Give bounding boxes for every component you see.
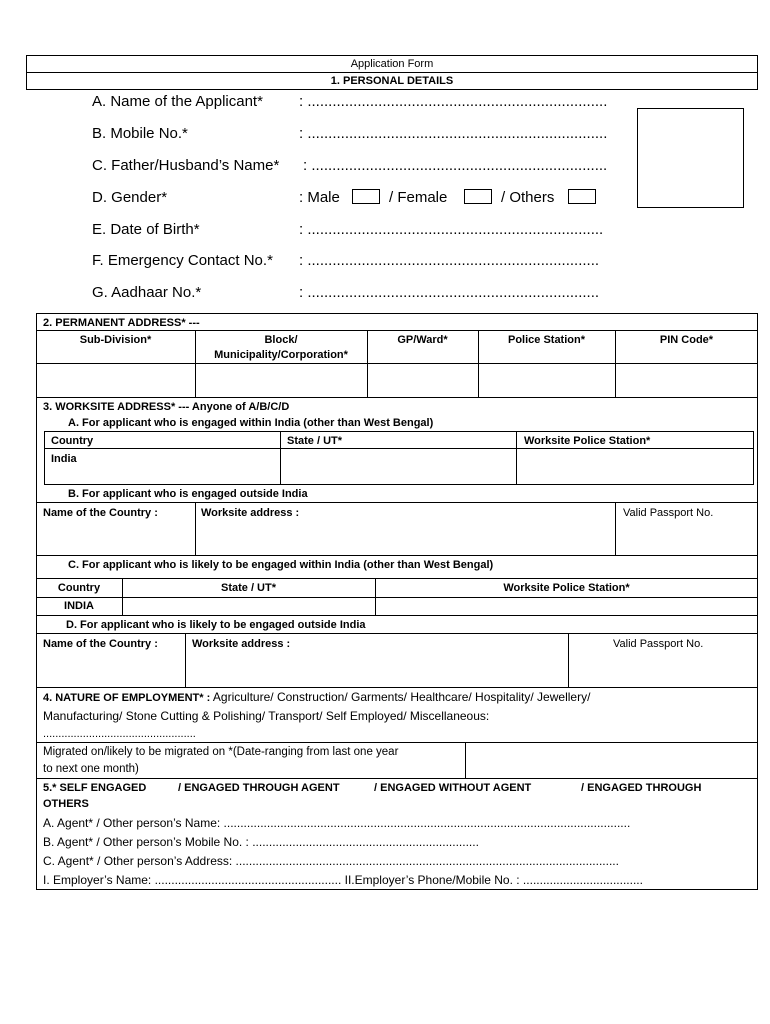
employment-title: 4. NATURE OF EMPLOYMENT* : <box>43 692 211 704</box>
section1-header: 1. PERSONAL DETAILS <box>330 75 454 87</box>
gender-male-label: : Male <box>299 189 340 206</box>
b-country-input[interactable] <box>37 521 194 554</box>
permanent-address-title: 2. PERMANENT ADDRESS* --- <box>43 317 200 329</box>
aadhaar-field[interactable]: : ...................................................................... <box>299 284 600 301</box>
a-col-country: Country <box>51 435 94 447</box>
option-others-cont[interactable]: OTHERS <box>43 798 89 810</box>
worksite-b-title: B. For applicant who is engaged outside India <box>68 488 308 500</box>
col-block-line1: Block/ <box>264 334 298 346</box>
mobile-label: B. Mobile No.* <box>92 125 188 142</box>
a-state-input[interactable] <box>281 449 515 484</box>
worksite-d-title: D. For applicant who is likely to be engaged outside India <box>66 619 366 631</box>
emergency-contact-field[interactable]: : ...................................................................... <box>299 252 600 269</box>
dob-field[interactable]: : ....................................................................... <box>299 221 604 238</box>
employment-row1 <box>43 688 590 708</box>
gender-others-label: / Others <box>501 189 555 206</box>
applicant-name-field[interactable]: : ........................................................................ <box>299 93 608 110</box>
a-police-input[interactable] <box>517 449 753 484</box>
a-country-value: India <box>51 453 77 465</box>
c-country-value: INDIA <box>64 600 94 612</box>
gender-female-checkbox[interactable] <box>464 189 492 204</box>
aadhaar-label: G. Aadhaar No.* <box>92 284 202 301</box>
c-col-police: Worksite Police Station* <box>503 582 630 594</box>
pin-code-input[interactable] <box>616 364 757 396</box>
d-passport-label: Valid Passport No. <box>613 638 704 650</box>
d-address-input[interactable] <box>186 652 567 686</box>
worksite-a-title: A. For applicant who is engaged within India (other than West Bengal) <box>68 417 434 429</box>
police-station-input[interactable] <box>479 364 614 396</box>
d-country-input[interactable] <box>37 652 184 686</box>
d-passport-input[interactable] <box>569 652 757 686</box>
a-col-police: Worksite Police Station* <box>524 435 651 447</box>
block-input[interactable] <box>196 364 366 396</box>
gender-others-checkbox[interactable] <box>568 189 596 204</box>
option-through-agent[interactable]: / ENGAGED THROUGH AGENT <box>178 782 340 794</box>
form-title: Application Form <box>350 58 434 70</box>
b-country-label: Name of the Country : <box>43 507 158 519</box>
col-block-line2: Municipality/Corporation* <box>214 349 348 361</box>
employment-options-line2[interactable]: Manufacturing/ Stone Cutting & Polishing/ Transport/ Self Employed/ Miscellaneous: <box>43 709 490 723</box>
father-name-label: C. Father/Husband’s Name* <box>92 157 280 174</box>
c-state-input[interactable] <box>123 598 374 614</box>
d-country-label: Name of the Country : <box>43 638 158 650</box>
c-police-input[interactable] <box>376 598 757 614</box>
d-address-label: Worksite address : <box>192 638 291 650</box>
applicant-name-label: A. Name of the Applicant* <box>92 93 263 110</box>
agent-address-field[interactable]: C. Agent* / Other person’s Address: ................................................................................................................... <box>43 854 619 868</box>
option-through-others[interactable]: / ENGAGED THROUGH <box>581 782 702 794</box>
employer-field[interactable]: I. Employer’s Name: ........................................................ II.Employer’s Phone/Mobile No. : .................................... <box>43 873 643 887</box>
b-passport-input[interactable] <box>616 521 757 554</box>
employment-options-line1[interactable]: Agriculture/ Construction/ Garments/ Healthcare/ Hospitality/ Jewellery/ <box>212 690 591 704</box>
col-police-station: Police Station* <box>507 334 586 346</box>
b-address-input[interactable] <box>196 521 614 554</box>
agent-name-field[interactable]: A. Agent* / Other person’s Name: .......................................................................................................................... <box>43 816 631 830</box>
dob-label: E. Date of Birth* <box>92 221 200 238</box>
c-col-country: Country <box>57 582 101 594</box>
b-address-label: Worksite address : <box>201 507 300 519</box>
c-col-state: State / UT* <box>220 582 276 594</box>
father-name-field[interactable]: : ....................................................................... <box>303 157 608 174</box>
employment-misc-field[interactable]: .................................................. <box>43 728 196 740</box>
option-without-agent[interactable]: / ENGAGED WITHOUT AGENT <box>374 782 532 794</box>
gp-ward-input[interactable] <box>368 364 477 396</box>
option-self-engaged[interactable]: 5.* SELF ENGAGED <box>43 782 147 794</box>
gender-male-checkbox[interactable] <box>352 189 380 204</box>
a-col-state: State / UT* <box>287 435 343 447</box>
agent-mobile-field[interactable]: B. Agent* / Other person’s Mobile No. : .................................................................... <box>43 835 479 849</box>
photo-box[interactable] <box>637 108 744 208</box>
migrated-date-input[interactable] <box>466 743 757 777</box>
migrated-label-line1: Migrated on/likely to be migrated on *(Date-ranging from last one year <box>43 746 399 758</box>
col-gp-ward: GP/Ward* <box>397 334 448 346</box>
subdivision-input[interactable] <box>37 364 194 396</box>
gender-female-label: / Female <box>389 189 448 206</box>
b-passport-label: Valid Passport No. <box>623 507 714 519</box>
emergency-contact-label: F. Emergency Contact No.* <box>92 252 273 269</box>
col-pin-code: PIN Code* <box>659 334 714 346</box>
worksite-address-title: 3. WORKSITE ADDRESS* --- Anyone of A/B/C/D <box>43 401 290 413</box>
mobile-field[interactable]: : ........................................................................ <box>299 125 608 142</box>
col-subdivision: Sub-Division* <box>79 334 152 346</box>
migrated-label-line2: to next one month) <box>43 763 139 775</box>
gender-label: D. Gender* <box>92 189 168 206</box>
worksite-c-title: C. For applicant who is likely to be engaged within India (other than West Bengal) <box>68 559 494 571</box>
